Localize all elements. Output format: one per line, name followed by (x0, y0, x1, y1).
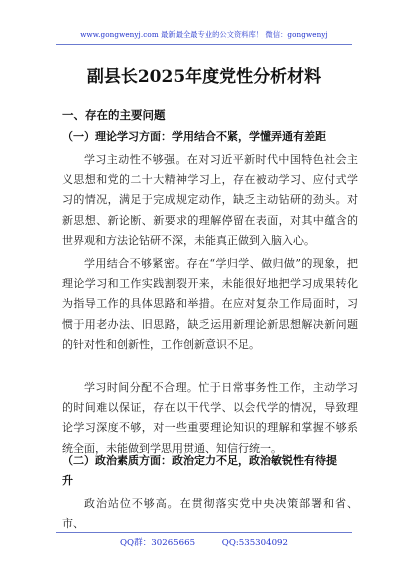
footer-contact (0, 536, 408, 548)
paragraph-study-practice: 学用结合不够紧密。存在“学归学、做归做”的现象，把理论学习和工作实践割裂开来，未能很好地把学习成果转化为指导工作的具体思路和举措。在应对复杂工作局面时，习惯于用老办法、旧思路，缺乏运用新理论新思想解决新问题的针对性和创新性，工作创新意识不足。 (62, 257, 358, 351)
header-banner: www.gongwenyj.com 最新最全最专业的公文资料库！ 微信：gongwenyj (80, 30, 328, 39)
page-title: 副县长2025年度党性分析材料 (86, 67, 322, 87)
subsection-heading-political: （二）政治素质方面：政治定力不足，政治敏锐性有待提 (62, 454, 337, 467)
paragraph-political-stance: 政治站位不够高。在贯彻落实党中央决策部署和省、市、 (62, 497, 358, 531)
footer-qq-group: QQ群：30265665 (120, 538, 196, 548)
paragraph-time-allocation: 学习时间分配不合理。忙于日常事务性工作，主动学习的时间难以保证，存在以干代学、以会代学的情况，导致理论学习深度不够，对一些重要理论知识的理解和掌握不够系统全面，未能做到学思用贯通、知信行统一。 (62, 381, 358, 455)
subsection-heading-theory: （一）理论学习方面：学用结合不紧，学懂弄通有差距 (62, 130, 326, 143)
paragraph-initiative: 学习主动性不够强。在对习近平新时代中国特色社会主义思想和党的二十大精神学习上，存在被动学习、应付式学习的情况，满足于完成规定动作，缺乏主动钻研的劲头。对新思想、新论断、新要求的理解停留在表面，对其中蕴含的世界观和方法论钻研不深，未能真正做到入脑入心。 (62, 153, 358, 247)
footer-qq: QQ:535304092 (221, 538, 288, 548)
section-heading-problems: 一、存在的主要问题 (62, 108, 166, 122)
header-divider (56, 44, 352, 45)
footer-divider (56, 532, 352, 533)
subsection-heading-political-wrap: 升 (62, 474, 73, 487)
